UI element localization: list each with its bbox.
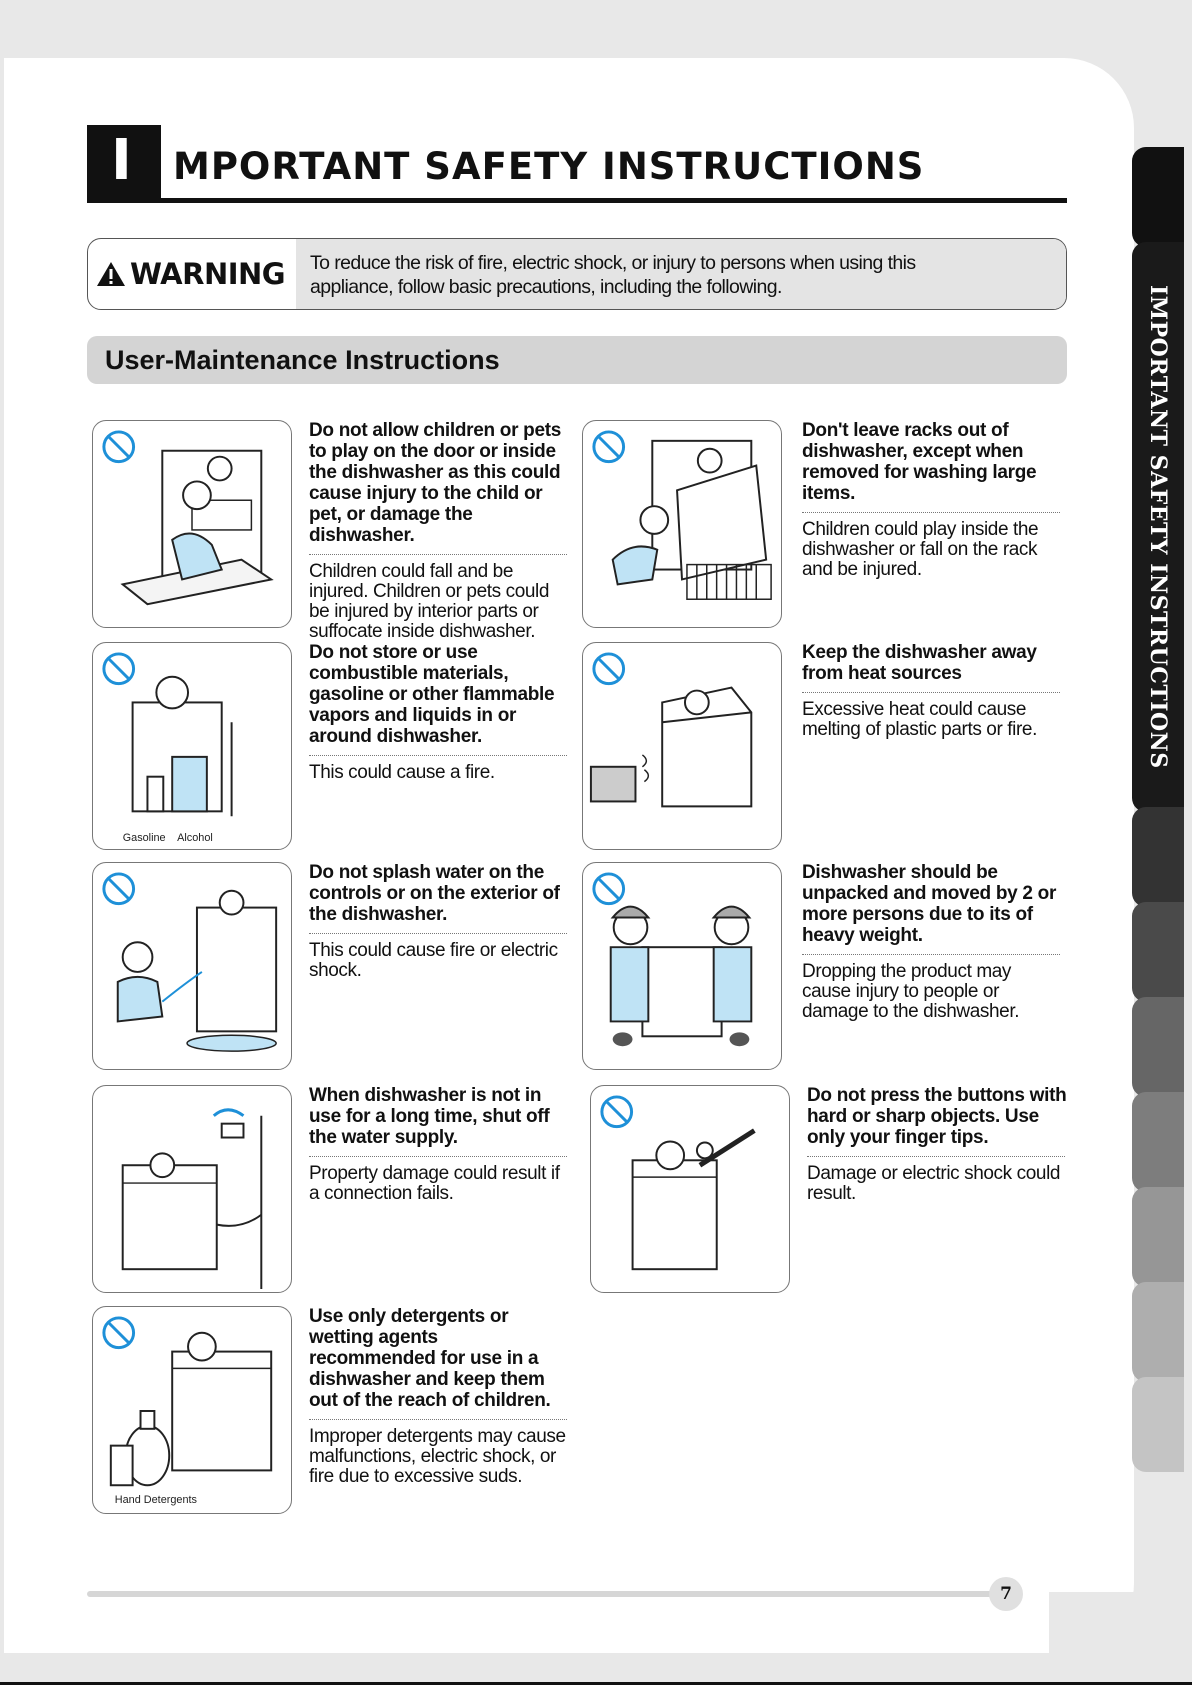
instruction-text <box>309 420 569 642</box>
section-title: User-Maintenance Instructions <box>105 344 500 375</box>
dotted-divider <box>309 933 567 934</box>
instruction-text <box>309 1306 569 1487</box>
page-number: 7 <box>989 1577 1023 1611</box>
instruction-body: Property damage could result if a connection fails. <box>309 1163 560 1204</box>
side-tab-important-safety[interactable] <box>1132 242 1184 812</box>
title-text: MPORTANT SAFETY INSTRUCTIONS <box>173 145 925 188</box>
instruction-heading: Do not press the buttons with hard or sharp objects. Use only your finger tips. <box>807 1085 1067 1148</box>
prohibition-icon <box>594 874 624 904</box>
illustration-children-on-door <box>92 420 292 628</box>
instruction-heading: When dishwasher is not in use for a long time, shut off the water supply. <box>309 1085 550 1148</box>
warning-box <box>87 238 1067 310</box>
illustration-sharp-objects <box>590 1085 790 1293</box>
title-rule <box>87 198 1067 203</box>
instruction-body: This could cause fire or electric shock. <box>309 940 558 981</box>
side-tab-9[interactable] <box>1132 1377 1184 1472</box>
section-header <box>87 336 1067 384</box>
footer-rule <box>87 1591 1022 1597</box>
page-corner <box>1049 1592 1192 1685</box>
picture-label: Hand Detergents <box>114 1494 197 1507</box>
instruction-heading: Dishwasher should be unpacked and moved by 2 or more persons due to its of heavy weight. <box>802 862 1057 946</box>
warning-label: WARNING <box>130 257 286 291</box>
picture-label: Gasoline <box>122 832 166 845</box>
instruction-text <box>802 420 1062 580</box>
prohibition-icon <box>602 1097 632 1127</box>
illustration-detergents <box>92 1306 292 1514</box>
side-tab-1[interactable] <box>1132 147 1184 247</box>
dotted-divider <box>309 755 567 756</box>
instruction-heading: Keep the dishwasher away from heat sources <box>802 642 1037 684</box>
side-tab-6[interactable] <box>1132 1092 1184 1192</box>
side-tab-5[interactable] <box>1132 997 1184 1097</box>
instruction-text <box>309 1085 569 1204</box>
prohibition-icon <box>594 654 624 684</box>
instruction-text <box>309 642 569 783</box>
title-initial: I <box>111 128 132 193</box>
side-tab-7[interactable] <box>1132 1187 1184 1287</box>
dotted-divider <box>802 692 1060 693</box>
instruction-body: Dropping the product may cause injury to people or damage to the dishwasher. <box>802 961 1020 1022</box>
instruction-text <box>802 862 1062 1022</box>
dotted-divider <box>802 954 1060 955</box>
instruction-heading: Do not allow children or pets to play on the door or inside the dishwasher as this could cause injury to the child or pet, or damage the dishwasher. <box>309 420 562 546</box>
instruction-body: Damage or electric shock could result. <box>807 1163 1061 1204</box>
instruction-text <box>807 1085 1067 1204</box>
illustration-racks-out <box>582 420 782 628</box>
picture-label: Alcohol <box>177 832 213 845</box>
instruction-heading: Use only detergents or wetting agents recommended for use in a dishwasher and keep them out of the reach of children. <box>309 1306 551 1411</box>
warning-triangle-icon <box>96 260 126 288</box>
instruction-text <box>802 642 1062 740</box>
warning-text-line-1: To reduce the risk of fire, electric shock, or injury to persons when using this <box>310 252 916 274</box>
instruction-body: Children could play inside the dishwasher or fall on the rack and be injured. <box>802 519 1039 580</box>
dotted-divider <box>309 1156 567 1157</box>
instruction-body: Excessive heat could cause melting of plastic parts or fire. <box>802 699 1037 740</box>
side-tab-8[interactable] <box>1132 1282 1184 1382</box>
title-initial-block <box>87 125 161 198</box>
side-tab-3[interactable] <box>1132 807 1184 907</box>
dotted-divider <box>309 554 567 555</box>
dotted-divider <box>807 1156 1065 1157</box>
prohibition-icon <box>104 432 134 462</box>
instruction-heading: Don't leave racks out of dishwasher, except when removed for washing large items. <box>802 420 1037 504</box>
page-title <box>87 125 1067 203</box>
illustration-heat-sources <box>582 642 782 850</box>
side-tab-label: IMPORTANT SAFETY INSTRUCTIONS <box>1145 285 1171 769</box>
instruction-body: Children could fall and be injured. Children or pets could be injured by interior parts or suffocate inside dishwasher. <box>309 561 550 642</box>
warning-label-area <box>88 239 296 309</box>
dotted-divider <box>802 512 1060 513</box>
illustration-water-splash <box>92 862 292 1070</box>
illustration-water-supply <box>92 1085 292 1293</box>
warning-text <box>296 239 1066 309</box>
side-tab-4[interactable] <box>1132 902 1184 1002</box>
instruction-text <box>309 862 569 981</box>
instruction-heading: Do not splash water on the controls or on the exterior of the dishwasher. <box>309 862 560 925</box>
prohibition-icon <box>104 654 134 684</box>
instruction-body: Improper detergents may cause malfunctions, electric shock, or fire due to excessive suds. <box>309 1426 566 1487</box>
dotted-divider <box>309 1419 567 1420</box>
illustration-two-persons <box>582 862 782 1070</box>
prohibition-icon <box>104 874 134 904</box>
instruction-body: This could cause a fire. <box>309 762 495 783</box>
illustration-combustibles <box>92 642 292 850</box>
instruction-heading: Do not store or use combustible materials, gasoline or other flammable vapors and liquids in or around dishwasher. <box>309 642 555 747</box>
prohibition-icon <box>594 432 624 462</box>
warning-text-line-2: appliance, follow basic precautions, including the following. <box>310 276 782 298</box>
prohibition-icon <box>104 1318 134 1348</box>
